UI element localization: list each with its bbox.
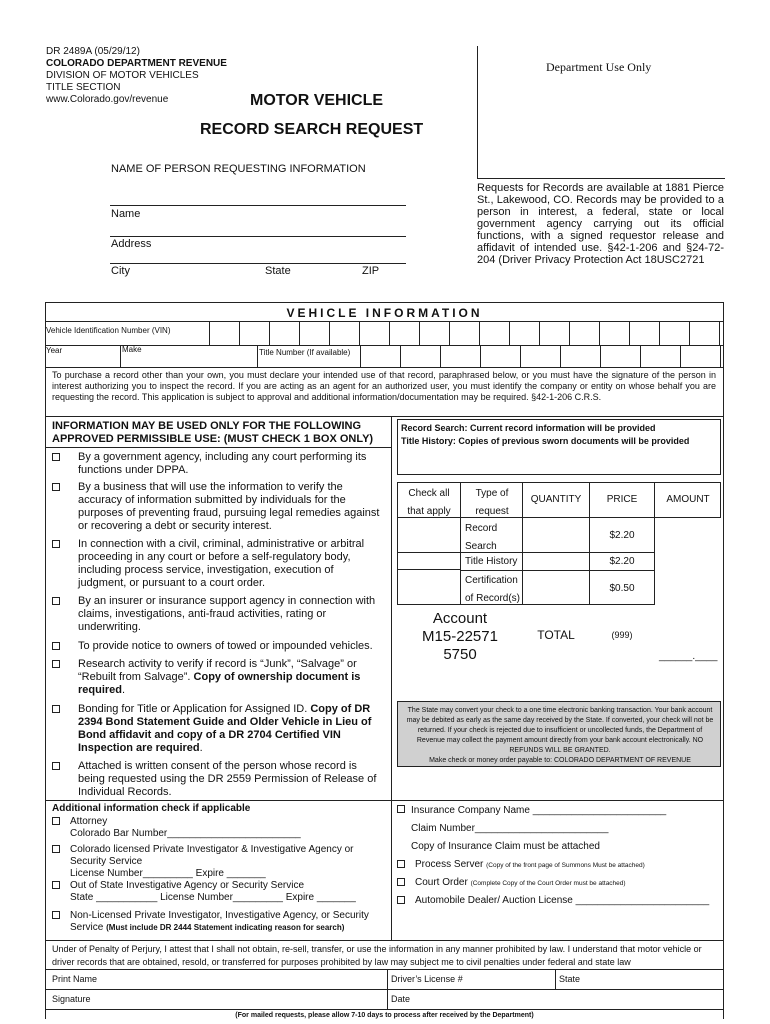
payment-notice-box xyxy=(397,701,721,767)
bonding-checkbox[interactable] xyxy=(52,705,60,713)
copy-claim-note: Copy of Insurance Claim must be attached xyxy=(411,841,600,852)
col-check-all: Check all that apply xyxy=(407,488,451,517)
total-code: (999) xyxy=(611,630,633,640)
option-business[interactable]: By a business that will use the information to verify the accuracy of information submitted by individuals for the purposes of preventing fraud, pursuing legal remedies against or recovering a debt or security interest. xyxy=(52,481,382,533)
zip-label: ZIP xyxy=(362,265,380,277)
title-history-price: $2.20 xyxy=(609,556,635,567)
additional-options xyxy=(52,816,382,934)
char-cell[interactable] xyxy=(560,345,601,368)
out-of-state-checkbox[interactable] xyxy=(52,881,60,889)
non-licensed-checkbox[interactable] xyxy=(52,911,60,919)
insurance-option[interactable]: Insurance Company Name ________________________ xyxy=(397,805,719,823)
char-cell[interactable] xyxy=(600,345,641,368)
city-state-zip-line[interactable] xyxy=(110,263,406,264)
char-cell[interactable] xyxy=(689,321,720,346)
char-cell[interactable] xyxy=(449,321,480,346)
colorado-pi-option[interactable]: Colorado licensed Private Investigator & Investigative Agency or Security Service xyxy=(52,844,382,868)
option-legal-proceeding[interactable]: In connection with a civil, criminal, administrative or arbitral proceeding in any court or before a self-regulatory body, including process service, investigation, execution of judgment, or pursuant to a court order. xyxy=(52,538,382,590)
permissible-heading: INFORMATION MAY BE USED ONLY FOR THE FOLLOWING APPROVED PERMISSIBLE USE: (MUST CHECK 1 BOX ONLY) xyxy=(52,420,374,445)
dl-state-label: State xyxy=(559,974,581,984)
dept-use-divider xyxy=(477,46,478,178)
address-label: Address xyxy=(111,238,152,250)
char-cell[interactable] xyxy=(329,321,360,346)
drivers-license-label: Driver’s License # xyxy=(391,974,463,984)
col-price: PRICE xyxy=(606,494,638,505)
address-line[interactable] xyxy=(110,236,406,237)
colorado-pi-checkbox[interactable] xyxy=(52,845,60,853)
option-bonding[interactable]: Bonding for Title or Application for Assigned ID. Copy of DR 2394 Bond Statement Guide and Older Vehicle in Lieu of Bond affidavit and copy of a DR 2704 Certified VIN Inspection are required. xyxy=(52,703,382,755)
char-cell[interactable] xyxy=(359,321,390,346)
towed-checkbox[interactable] xyxy=(52,642,60,650)
bar-number-field[interactable]: Colorado Bar Number________________________ xyxy=(70,828,301,839)
title-history-check[interactable] xyxy=(397,552,461,570)
char-cell[interactable] xyxy=(640,345,681,368)
website: www.Colorado.gov/revenue xyxy=(46,94,169,105)
make-label: Make xyxy=(122,345,142,354)
title-number-label: Title Number (If available) xyxy=(259,348,351,357)
vehicle-heading: VEHICLE INFORMATION xyxy=(286,306,483,320)
process-server-checkbox[interactable] xyxy=(397,860,405,868)
form-title-line2: RECORD SEARCH REQUEST xyxy=(200,121,424,138)
state-label: State xyxy=(265,265,291,277)
dept-use-bottom xyxy=(477,178,725,179)
payment-notice: The State may convert your check to a one time electronic banking transaction. Your bank account may be debited as early as the same day received by the State. If converted, your check will not be returned. If your check is rejected due to insufficient or uncollected funds, the Department of Revenue may collect the payment amount directly from your bank account electronically. NO REFUNDS WILL BE GRANTED. Make check or money order payable to: COLORADO DEPARTMENT OF REVENUE xyxy=(406,707,714,764)
mail-footer: (For mailed requests, please allow 7-10 days to process after received by the Department) xyxy=(235,1012,534,1019)
legal-proceeding-checkbox[interactable] xyxy=(52,540,60,548)
total-amount-field[interactable]: ______.____ xyxy=(659,651,718,662)
research-checkbox[interactable] xyxy=(52,660,60,668)
dept-use-label: Department Use Only xyxy=(546,60,652,74)
char-cell[interactable] xyxy=(239,321,270,346)
court-order-option[interactable]: Court Order (Complete Copy of the Court Order must be attached) xyxy=(397,877,719,895)
char-cell[interactable] xyxy=(680,345,721,368)
fee-table xyxy=(397,482,721,668)
records-notice: Requests for Records are available at 1881 Pierce St., Lakewood, CO. Records may be provided to a person in interest, a federal, state or local government agency carrying out its official functions, with a signed requestor release and affidavit of intended use. §42-1-206 and §24-72-204 (Driver Privacy Protection Act 18USC2721 xyxy=(477,182,724,266)
option-research[interactable]: Research activity to verify if record is “Junk”, “Salvage” or “Rebuilt from Salvage”. Copy of ownership document is required. xyxy=(52,658,382,697)
insurance-options xyxy=(397,805,719,913)
certification-check[interactable] xyxy=(397,569,461,605)
col-amount: AMOUNT xyxy=(666,494,710,505)
print-name-label: Print Name xyxy=(52,974,98,984)
char-cell[interactable] xyxy=(400,345,441,368)
city-label: City xyxy=(111,265,130,277)
total-label: TOTAL xyxy=(537,628,575,642)
written-consent-checkbox[interactable] xyxy=(52,762,60,770)
char-cell[interactable] xyxy=(209,321,240,346)
perjury-statement: Under of Penalty of Perjury, I attest that I shall not obtain, re-sell, transfer, or use the information in any manner prohibited by law. I understand that motor vehicle or driver records that are obtained, resold, or transferred for purposes prohibited by law may subject me to civil penalties under federal and state law xyxy=(52,944,702,967)
court-order-checkbox[interactable] xyxy=(397,878,405,886)
vin-label: Vehicle Identification Number (VIN) xyxy=(46,326,171,335)
char-cell[interactable] xyxy=(269,321,300,346)
purpose-paragraph: To purchase a record other than your own, you must declare your intended use of that record, paraphrased below, or you must have the signature of the person in interest authorizing you to inspect the record. If you are acting as an agent for an authorized user, you must identify the company or entity on whose behalf you are requesting the record. This application is subject to approval and additional information/documentation may be required. §42-1-206 C.R.S. xyxy=(52,370,716,402)
row-certification-type: Certification of Record(s) xyxy=(465,575,521,604)
record-info: Record Search: Current record information will be provided Title History: Copies of previous sworn documents will be provided xyxy=(401,423,690,446)
form-id: DR 2489A (05/29/12) xyxy=(46,46,140,57)
oos-license-field[interactable]: State ___________ License Number_________ Expire _______ xyxy=(70,892,356,903)
char-cell[interactable] xyxy=(509,321,540,346)
char-cell[interactable] xyxy=(360,345,401,368)
claim-number-field[interactable]: Claim Number________________________ xyxy=(411,823,609,834)
col-quantity: QUANTITY xyxy=(530,494,582,505)
non-licensed-option[interactable]: Non-Licensed Private Investigator, Investigative Agency, or Security Service (Must include DR 2444 Statement indicating reason for search) xyxy=(52,910,382,934)
dealer-checkbox[interactable] xyxy=(397,896,405,904)
division-name: DIVISION OF MOTOR VEHICLES xyxy=(46,70,199,81)
col-type: Type of request xyxy=(475,488,509,517)
process-server-option[interactable]: Process Server (Copy of the front page of Summons Must be attached) xyxy=(397,859,719,877)
dealer-option[interactable]: Automobile Dealer/ Auction License ________________________ xyxy=(397,895,719,913)
row-record-search-type: Record Search xyxy=(465,523,498,552)
char-cell[interactable] xyxy=(479,321,510,346)
additional-heading: Additional information check if applicable xyxy=(52,803,251,814)
date-label: Date xyxy=(391,994,411,1004)
name-line[interactable] xyxy=(110,205,406,206)
row-title-history-type: Title History xyxy=(465,556,518,567)
certification-price: $0.50 xyxy=(609,583,635,594)
char-cell[interactable] xyxy=(539,321,570,346)
permissible-options xyxy=(52,451,382,799)
char-cell[interactable] xyxy=(299,321,330,346)
char-cell[interactable] xyxy=(389,321,420,346)
agency-header xyxy=(46,46,227,106)
char-cell[interactable] xyxy=(659,321,690,346)
attorney-option[interactable]: Attorney xyxy=(52,816,382,828)
requester-heading: NAME OF PERSON REQUESTING INFORMATION xyxy=(111,163,366,175)
option-written-consent[interactable]: Attached is written consent of the person whose record is being requested using the DR 2559 Permission of Release of Individual Records. xyxy=(52,760,382,799)
insurer-checkbox[interactable] xyxy=(52,597,60,605)
business-checkbox[interactable] xyxy=(52,483,60,491)
char-cell[interactable] xyxy=(419,321,450,346)
government-checkbox[interactable] xyxy=(52,453,60,461)
char-cell[interactable] xyxy=(569,321,600,346)
year-label: Year xyxy=(46,346,63,355)
signature-label: Signature xyxy=(52,994,91,1004)
char-cell[interactable] xyxy=(480,345,521,368)
form-title-line1: MOTOR VEHICLE xyxy=(250,92,384,109)
section-name: TITLE SECTION xyxy=(46,82,121,93)
option-towed[interactable]: To provide notice to owners of towed or impounded vehicles. xyxy=(52,640,382,653)
option-insurer[interactable]: By an insurer or insurance support agency in connection with claims, investigations, anti-fraud activities, rating or underwriting. xyxy=(52,595,382,634)
record-search-price: $2.20 xyxy=(609,530,635,541)
license-expire-field[interactable]: License Number_________ Expire _______ xyxy=(70,868,266,879)
out-of-state-option[interactable]: Out of State Investigative Agency or Security Service xyxy=(52,880,382,892)
char-cell[interactable] xyxy=(599,321,630,346)
option-government[interactable]: By a government agency, including any court performing its functions under DPPA. xyxy=(52,451,382,477)
name-label: Name xyxy=(111,208,141,220)
char-cell[interactable] xyxy=(629,321,660,346)
attorney-checkbox[interactable] xyxy=(52,817,60,825)
char-cell[interactable] xyxy=(440,345,481,368)
insurance-checkbox[interactable] xyxy=(397,805,405,813)
char-cell[interactable] xyxy=(520,345,561,368)
account-number: Account M15-22571 5750 xyxy=(422,610,498,663)
department-name: COLORADO DEPARTMENT REVENUE xyxy=(46,58,227,69)
record-search-check[interactable] xyxy=(397,517,461,553)
